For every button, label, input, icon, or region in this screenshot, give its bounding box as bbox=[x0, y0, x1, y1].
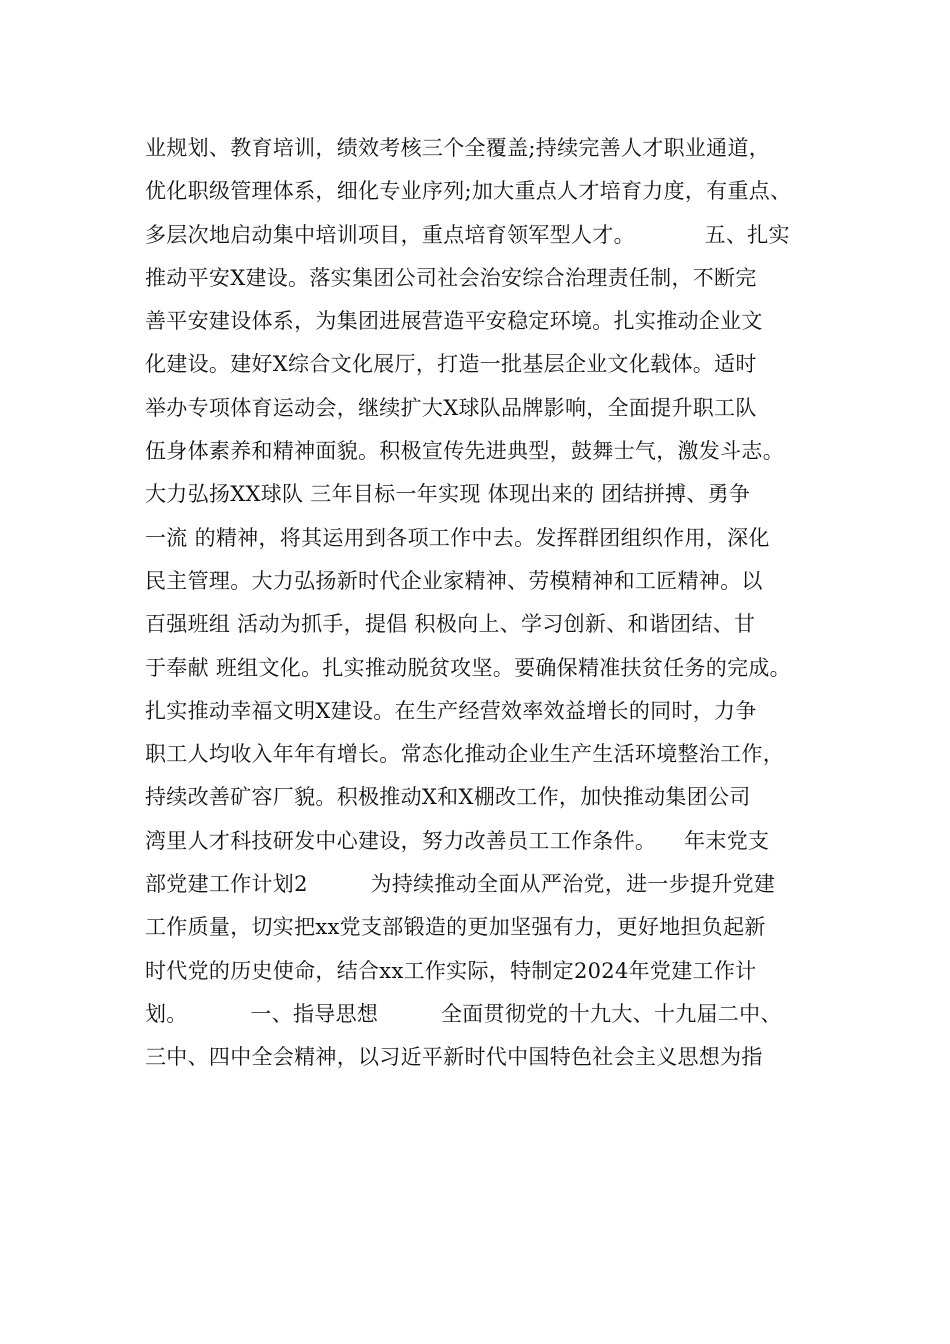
text-line: 扎实推动幸福文明X建设。在生产经营效率效益增长的同时，力争 bbox=[145, 698, 757, 723]
text-line: 伍身体素养和精神面貌。积极宣传先进典型，鼓舞士气，激发斗志。 bbox=[145, 439, 784, 464]
text-line: 化建设。建好X综合文化展厅，打造一批基层企业文化载体。适时 bbox=[145, 352, 757, 377]
text-line: 大力弘扬XX球队 三年目标一年实现 体现出来的 团结拼搏、勇争 bbox=[145, 482, 751, 507]
text-line: 职工人均收入年年有增长。常态化推动企业生产生活环境整治工作， bbox=[145, 742, 784, 767]
text-line: 优化职级管理体系，细化专业序列;加大重点人才培育力度，有重点、 bbox=[145, 179, 792, 204]
text-line: 工作质量，切实把xx党支部锻造的更加坚强有力，更好地担负起新 bbox=[145, 915, 766, 940]
text-line: 于奉献 班组文化。扎实推动脱贫攻坚。要确保精准扶贫任务的完成。 bbox=[145, 655, 791, 680]
text-line: 推动平安X建设。落实集团公司社会治安综合治理责任制，不断完 bbox=[145, 265, 757, 290]
text-line: 湾里人才科技研发中心建设，努力改善员工工作条件。 年末党支 bbox=[145, 828, 770, 853]
body-text bbox=[145, 127, 825, 1080]
text-line: 业规划、教育培训，绩效考核三个全覆盖;持续完善人才职业通道， bbox=[145, 136, 771, 160]
text-line: 持续改善矿容厂貌。积极推动X和X棚改工作，加快推动集团公司 bbox=[145, 785, 751, 810]
text-line: 部党建工作计划2 为持续推动全面从严治党，进一步提升党建 bbox=[145, 872, 776, 897]
text-line: 百强班组 活动为抓手，提倡 积极向上、学习创新、和谐团结、甘 bbox=[145, 612, 756, 637]
text-line: 三中、四中全会精神，以习近平新时代中国特色社会主义思想为指 bbox=[145, 1045, 763, 1070]
text-line: 时代党的历史使命，结合xx工作实际，特制定2024年党建工作计 bbox=[145, 958, 757, 983]
text-line: 一流 的精神，将其运用到各项工作中去。发挥群团组织作用，深化 bbox=[145, 525, 770, 550]
text-line: 划。 一、指导思想 全面贯彻党的十九大、十九届二中、 bbox=[145, 1001, 782, 1026]
text-line: 善平安建设体系，为集团进展营造平安稳定环境。扎实推动企业文 bbox=[145, 309, 763, 334]
text-line: 民主管理。大力弘扬新时代企业家精神、劳模精神和工匠精神。以 bbox=[145, 568, 763, 593]
text-line: 举办专项体育运动会，继续扩大X球队品牌影响，全面提升职工队 bbox=[145, 395, 757, 420]
text-line: 多层次地启动集中培训项目，重点培育领军型人才。 五、扎实 bbox=[145, 222, 790, 247]
